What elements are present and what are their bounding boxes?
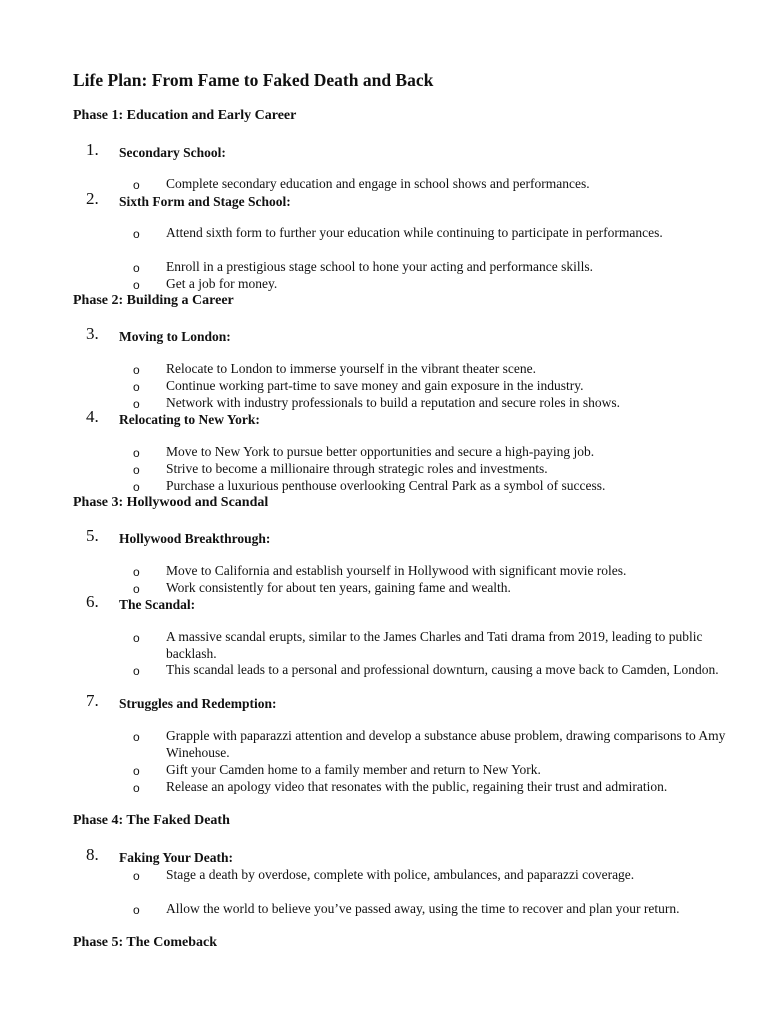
- step-1: [0, 140, 768, 164]
- bullet-circle-icon: o: [133, 631, 140, 645]
- bullet-text: Move to New York to pursue better opportunities and secure a high-paying job.: [166, 444, 595, 459]
- step-number: 7.: [86, 691, 99, 710]
- bullet-circle-icon: o: [133, 446, 140, 460]
- bullet-circle-icon: o: [133, 397, 140, 411]
- bullet-circle-icon: o: [133, 480, 140, 494]
- phase-5-heading: Phase 5: The Comeback: [73, 935, 218, 950]
- bullet-text: Strive to become a millionaire through strategic roles and investments.: [166, 461, 548, 476]
- step-number: 1.: [86, 140, 99, 159]
- bullet-text: Work consistently for about ten years, gaining fame and wealth.: [166, 580, 511, 595]
- bullet-circle-icon: o: [133, 582, 140, 596]
- step-title: Hollywood Breakthrough:: [119, 531, 271, 546]
- step-4: [0, 407, 768, 431]
- step-5: [0, 526, 768, 550]
- bullet-text: Get a job for money.: [166, 276, 278, 291]
- bullet-text: A massive scandal erupts, similar to the James Charles and Tati drama from 2019, leading to public backlash.: [166, 629, 703, 661]
- bullet-circle-icon: o: [133, 664, 140, 678]
- bullet-text: Network with industry professionals to build a reputation and secure roles in shows.: [166, 395, 621, 410]
- bullet-text: Release an apology video that resonates with the public, regaining their trust and admiration.: [166, 779, 668, 794]
- bullet-circle-icon: o: [133, 278, 140, 292]
- step-number: 2.: [86, 189, 99, 208]
- step-title: Secondary School:: [119, 145, 226, 160]
- bullet-text: Move to California and establish yourself in Hollywood with significant movie roles.: [166, 563, 627, 578]
- bullet-circle-icon: o: [133, 903, 140, 917]
- step-3: [0, 324, 768, 348]
- step-6: [0, 592, 768, 616]
- bullet-text: Relocate to London to immerse yourself in the vibrant theater scene.: [166, 361, 537, 376]
- bullet-text: Purchase a luxurious penthouse overlooking Central Park as a symbol of success.: [166, 478, 606, 493]
- bullet-text: Stage a death by overdose, complete with police, ambulances, and paparazzi coverage.: [166, 867, 635, 882]
- bullet-circle-icon: o: [133, 380, 140, 394]
- step-number: 8.: [86, 845, 99, 864]
- step-title: The Scandal:: [119, 597, 196, 612]
- bullet-text: Complete secondary education and engage in school shows and performances.: [166, 176, 590, 191]
- step-title: Faking Your Death:: [119, 850, 234, 865]
- step-number: 6.: [86, 592, 99, 611]
- step-number: 5.: [86, 526, 99, 545]
- bullet-circle-icon: o: [133, 261, 140, 275]
- phase-4-heading: Phase 4: The Faked Death: [73, 813, 230, 828]
- phase-1-heading: Phase 1: Education and Early Career: [73, 108, 297, 123]
- step-2: [0, 189, 768, 213]
- step-title: Moving to London:: [119, 329, 231, 344]
- step-number: 3.: [86, 324, 99, 343]
- bullet-circle-icon: o: [133, 781, 140, 795]
- bullet-circle-icon: o: [133, 363, 140, 377]
- document-title: Life Plan: From Fame to Faked Death and Back: [73, 70, 434, 90]
- bullet-circle-icon: o: [133, 730, 140, 744]
- bullet-text: Grapple with paparazzi attention and develop a substance abuse problem, drawing comparisons to Amy Winehouse.: [166, 728, 726, 760]
- bullet-text: Attend sixth form to further your education while continuing to participate in performances.: [166, 225, 663, 240]
- bullet-circle-icon: o: [133, 178, 140, 192]
- phase-2-heading: Phase 2: Building a Career: [73, 293, 234, 308]
- bullet-text: This scandal leads to a personal and professional downturn, causing a move back to Camden, London.: [166, 662, 719, 677]
- bullet-circle-icon: o: [133, 463, 140, 477]
- bullet-circle-icon: o: [133, 227, 140, 241]
- step-title: Sixth Form and Stage School:: [119, 194, 291, 209]
- phase-3-heading: Phase 3: Hollywood and Scandal: [73, 495, 269, 510]
- bullet-circle-icon: o: [133, 565, 140, 579]
- bullet-text: Allow the world to believe you’ve passed away, using the time to recover and plan your return.: [166, 901, 680, 916]
- step-title: Relocating to New York:: [119, 412, 260, 427]
- step-number: 4.: [86, 407, 99, 426]
- bullet-circle-icon: o: [133, 869, 140, 883]
- bullet-text: Gift your Camden home to a family member and return to New York.: [166, 762, 541, 777]
- bullet-circle-icon: o: [133, 764, 140, 778]
- bullet-text: Continue working part-time to save money and gain exposure in the industry.: [166, 378, 584, 393]
- bullet-text: Enroll in a prestigious stage school to hone your acting and performance skills.: [166, 259, 594, 274]
- step-8: [0, 845, 768, 869]
- step-title: Struggles and Redemption:: [119, 696, 277, 711]
- step-7: [0, 691, 768, 715]
